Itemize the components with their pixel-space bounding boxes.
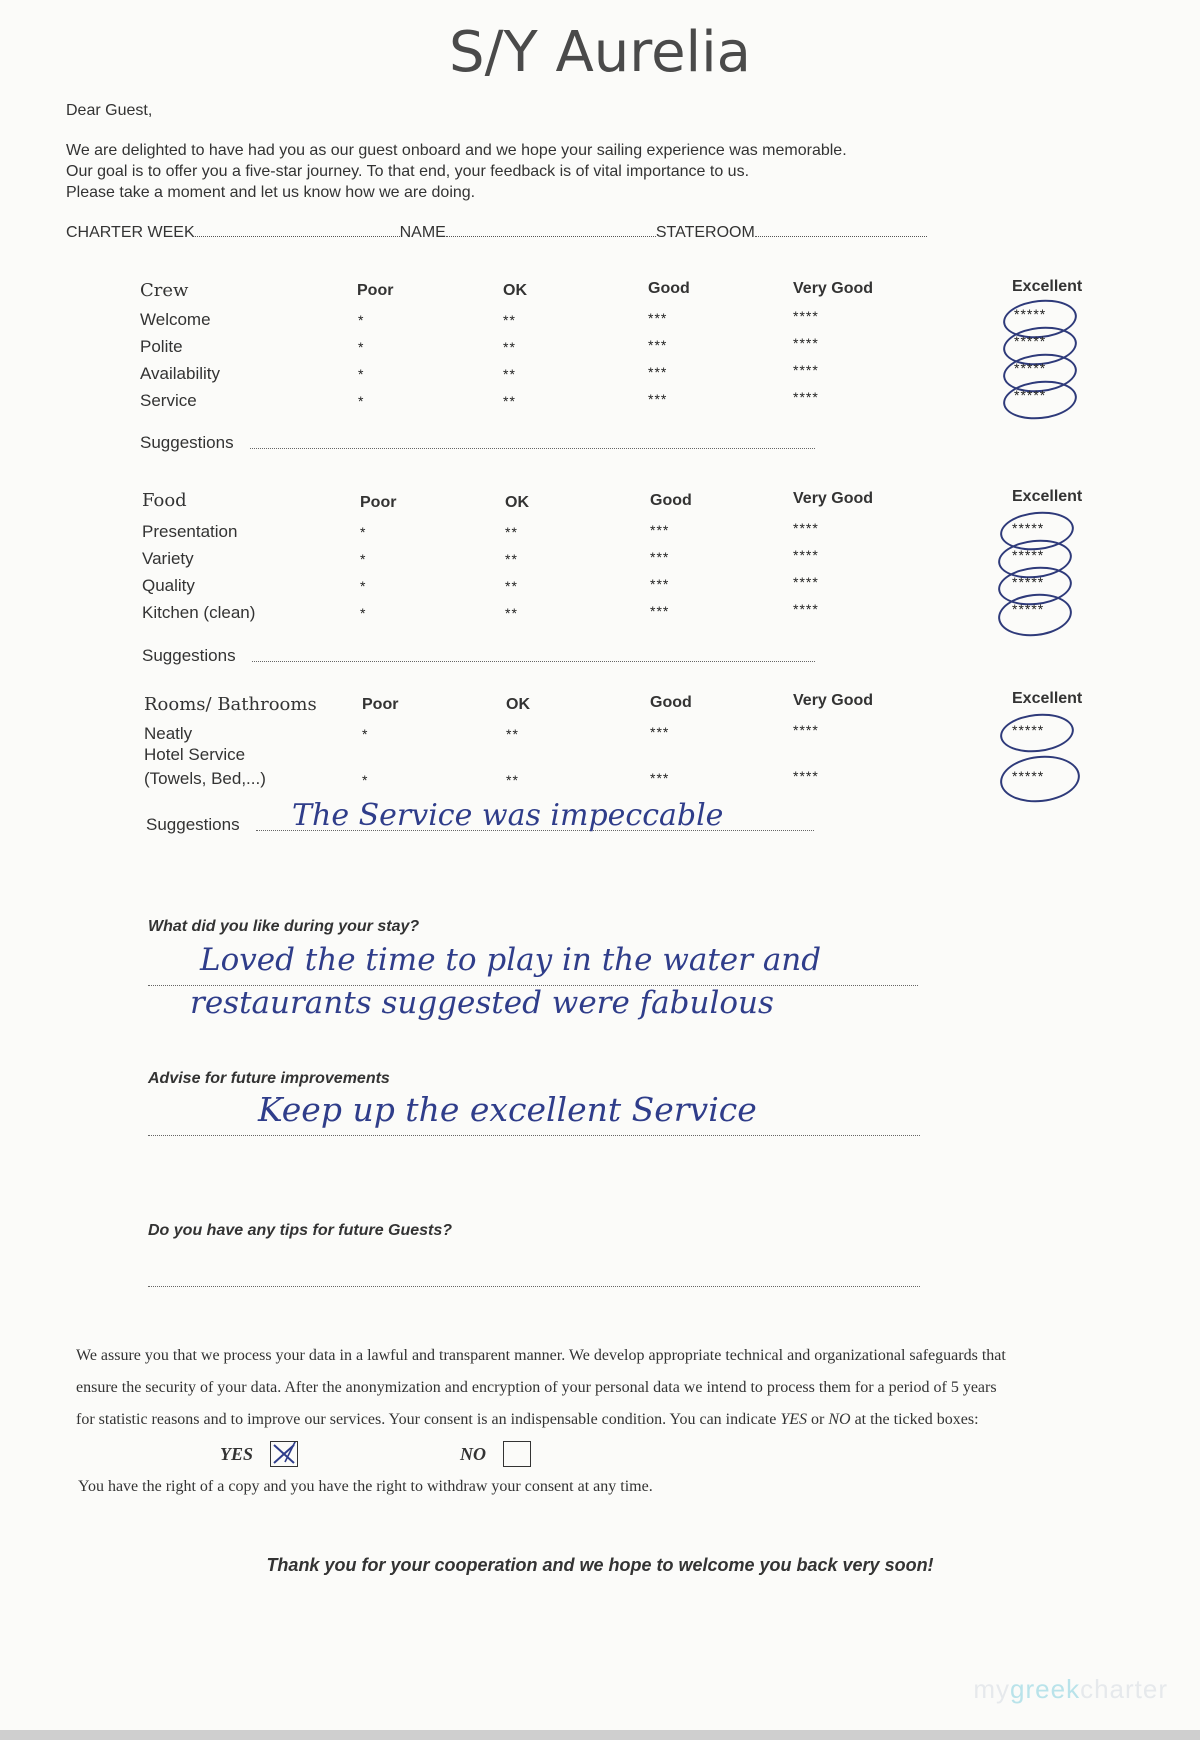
suggestions-field[interactable] [250, 448, 815, 449]
star-very-good[interactable]: **** [793, 308, 819, 324]
row-label-hotel-service: Hotel Service [144, 745, 246, 764]
section-title: Crew [140, 280, 189, 301]
col-poor: Poor [360, 494, 397, 511]
watermark-logo [973, 1674, 1168, 1705]
greeting: Dear Guest, [66, 102, 153, 119]
consent-no-word: NO [828, 1411, 851, 1428]
name-field[interactable] [446, 236, 656, 237]
star-very-good[interactable]: **** [793, 335, 819, 351]
row-label-presentation: Presentation [142, 522, 238, 541]
star-ok[interactable]: ** [503, 312, 516, 328]
star-excellent[interactable]: ***** [1012, 601, 1045, 617]
question-improvements-label: Advise for future improvements [148, 1070, 390, 1087]
star-good[interactable]: *** [648, 391, 668, 407]
question-tips-label: Do you have any tips for future Guests? [148, 1222, 453, 1239]
thank-you-note: Thank you for your cooperation and we hope to welcome you back very soon! [266, 1555, 934, 1575]
star-poor[interactable]: * [358, 366, 365, 382]
handwritten-answer: Loved the time to play in the water and [200, 942, 822, 978]
star-very-good[interactable]: **** [793, 547, 819, 563]
star-very-good[interactable]: **** [793, 389, 819, 405]
page-bottom-edge [0, 1730, 1200, 1740]
star-excellent[interactable]: ***** [1014, 306, 1047, 322]
intro-paragraph [66, 140, 847, 203]
star-good[interactable]: *** [650, 770, 670, 786]
charter-week-label: CHARTER WEEK [66, 224, 195, 241]
selection-circle [998, 710, 1076, 756]
star-poor[interactable]: * [360, 605, 367, 621]
answer-line[interactable] [148, 1135, 920, 1136]
col-very-good: Very Good [793, 490, 874, 507]
star-good[interactable]: *** [650, 603, 670, 619]
star-good[interactable]: *** [648, 364, 668, 380]
star-good[interactable]: *** [650, 549, 670, 565]
star-ok[interactable]: ** [505, 578, 518, 594]
star-very-good[interactable]: **** [793, 362, 819, 378]
right-copy-text: You have the right of a copy and you have the right to withdraw your consent at any time. [78, 1478, 653, 1495]
star-ok[interactable]: ** [505, 605, 518, 621]
star-good[interactable]: *** [648, 337, 668, 353]
star-good[interactable]: *** [650, 522, 670, 538]
star-poor[interactable]: * [358, 312, 365, 328]
star-excellent[interactable]: ***** [1012, 574, 1045, 590]
star-excellent[interactable]: ***** [1012, 520, 1045, 536]
watermark-prefix: my [973, 1674, 1011, 1704]
consent-paragraph [76, 1340, 1136, 1436]
col-good: Good [650, 492, 692, 509]
star-poor[interactable]: * [358, 393, 365, 409]
suggestions-field[interactable] [252, 661, 815, 662]
row-label-availability: Availability [140, 364, 221, 383]
consent-text-end: at the ticked boxes: [850, 1411, 979, 1428]
star-poor[interactable]: * [362, 726, 369, 742]
col-good: Good [648, 280, 690, 297]
star-very-good[interactable]: **** [793, 574, 819, 590]
section-title: Food [142, 490, 187, 511]
col-poor: Poor [357, 282, 394, 299]
checkmark-x-icon [271, 1442, 297, 1466]
watermark-suffix: charter [1080, 1674, 1168, 1704]
watermark-brand: greek [1010, 1674, 1081, 1704]
selection-circle [998, 752, 1082, 806]
star-good[interactable]: *** [648, 310, 668, 326]
star-ok[interactable]: ** [505, 524, 518, 540]
col-ok: OK [505, 494, 529, 511]
star-poor[interactable]: * [360, 578, 367, 594]
row-label-kitchen: Kitchen (clean) [142, 603, 256, 622]
star-ok[interactable]: ** [503, 339, 516, 355]
star-very-good[interactable]: **** [793, 722, 819, 738]
star-excellent[interactable]: ***** [1012, 547, 1045, 563]
consent-text: for statistic reasons and to improve our services. Your consent is an indispensable condition. You can indicate [76, 1411, 781, 1428]
star-poor[interactable]: * [360, 551, 367, 567]
section-title: Rooms/ Bathrooms [144, 694, 317, 715]
intro-line: We are delighted to have had you as our guest onboard and we hope your sailing experience was memorable. [66, 142, 847, 159]
col-excellent: Excellent [1012, 690, 1083, 707]
consent-line: We assure you that we process your data in a lawful and transparent manner. We develop appropriate technical and organizational safeguards that [76, 1347, 1006, 1364]
consent-or: or [807, 1411, 829, 1428]
yes-label: YES [220, 1444, 254, 1464]
row-label-variety: Variety [142, 549, 194, 568]
star-excellent[interactable]: ***** [1014, 333, 1047, 349]
handwritten-answer: restaurants suggested were fabulous [190, 985, 774, 1021]
charter-week-field[interactable] [195, 236, 400, 237]
star-very-good[interactable]: **** [793, 768, 819, 784]
star-poor[interactable]: * [358, 339, 365, 355]
star-poor[interactable]: * [362, 772, 369, 788]
col-ok: OK [503, 282, 527, 299]
suggestions-label: Suggestions [146, 815, 240, 834]
star-ok[interactable]: ** [506, 772, 519, 788]
col-very-good: Very Good [793, 692, 874, 709]
name-label: NAME [399, 224, 446, 241]
col-excellent: Excellent [1012, 488, 1083, 505]
star-excellent[interactable]: ***** [1014, 387, 1047, 403]
star-very-good[interactable]: **** [793, 601, 819, 617]
handwritten-suggestion: The Service was impeccable [292, 798, 724, 833]
star-ok[interactable]: ** [503, 366, 516, 382]
suggestions-label: Suggestions [140, 433, 234, 452]
star-ok[interactable]: ** [505, 551, 518, 567]
star-excellent[interactable]: ***** [1012, 768, 1045, 784]
suggestions-label: Suggestions [142, 646, 236, 665]
star-excellent[interactable]: ***** [1014, 360, 1047, 376]
row-label-towels-bed: (Towels, Bed,...) [144, 769, 266, 788]
star-poor[interactable]: * [360, 524, 367, 540]
row-label-service: Service [140, 391, 197, 410]
question-liked-label: What did you like during your stay? [148, 918, 420, 935]
star-ok[interactable]: ** [506, 726, 519, 742]
star-ok[interactable]: ** [503, 393, 516, 409]
star-very-good[interactable]: **** [793, 520, 819, 536]
row-label-polite: Polite [140, 337, 183, 356]
star-excellent[interactable]: ***** [1012, 722, 1045, 738]
intro-line: Please take a moment and let us know how we are doing. [66, 184, 476, 201]
answer-line[interactable] [148, 1286, 920, 1287]
stateroom-field[interactable] [755, 236, 927, 237]
consent-line [76, 1404, 1136, 1436]
handwritten-answer: Keep up the excellent Service [258, 1090, 757, 1129]
col-poor: Poor [362, 696, 399, 713]
col-good: Good [650, 694, 692, 711]
star-good[interactable]: *** [650, 576, 670, 592]
no-checkbox[interactable] [503, 1441, 531, 1467]
stateroom-label: STATEROOM [655, 224, 755, 241]
intro-line: Our goal is to offer you a five-star journey. To that end, your feedback is of vital importance to us. [66, 163, 750, 180]
consent-yes-word: YES [780, 1411, 807, 1428]
col-ok: OK [506, 696, 530, 713]
col-excellent: Excellent [1012, 278, 1083, 295]
col-very-good: Very Good [793, 280, 874, 297]
yes-checkbox[interactable] [270, 1441, 298, 1467]
row-label-neatly: Neatly [144, 724, 193, 743]
row-label-quality: Quality [142, 576, 195, 595]
star-good[interactable]: *** [650, 724, 670, 740]
row-label-welcome: Welcome [140, 310, 211, 329]
charter-fields-row [66, 224, 927, 242]
no-label: NO [460, 1444, 486, 1464]
consent-line: ensure the security of your data. After the anonymization and encryption of your personal data we intend to process them for a period of 5 years [76, 1379, 997, 1396]
page-title: S/Y Aurelia [449, 20, 751, 85]
